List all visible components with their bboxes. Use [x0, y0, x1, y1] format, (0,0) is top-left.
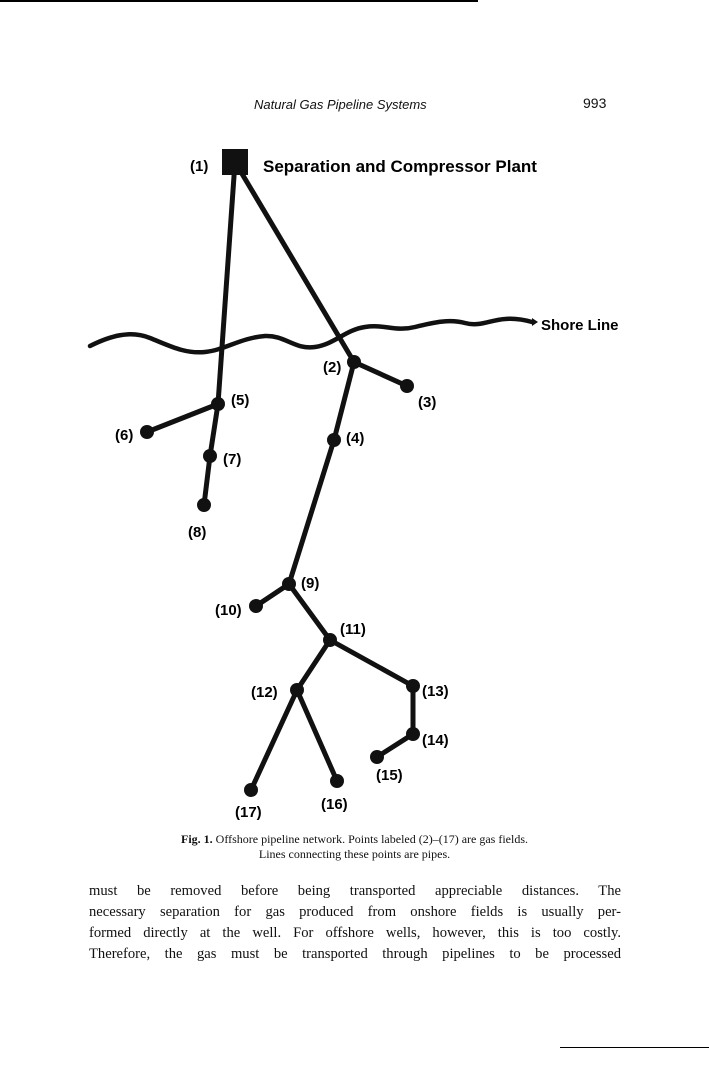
node-label-13: (13) [422, 683, 449, 700]
bottom-rule [560, 1047, 709, 1048]
pipe-n11-n13 [330, 640, 413, 686]
gas-field-node-14 [406, 727, 420, 741]
node-label-2: (2) [323, 359, 342, 376]
body-line-4: Therefore, the gas must be transported through pipelines to be processed [89, 946, 621, 962]
gas-field-node-4 [327, 433, 341, 447]
gas-field-node-13 [406, 679, 420, 693]
pipe-n5-n6 [147, 404, 218, 432]
caption-line-1 [0, 832, 709, 847]
pipe-n2-n3 [354, 362, 407, 386]
caption-label: Fig. 1. [180, 832, 213, 846]
node-label-3: (3) [418, 394, 437, 411]
caption-line-2: Lines connecting these points are pipes. [258, 847, 451, 861]
body-line-2: necessary separation for gas produced from onshore fields is usually per- [89, 904, 621, 920]
gas-field-node-8 [197, 498, 211, 512]
shore-line-arrow [532, 318, 538, 326]
node-label-1: (1) [190, 158, 209, 175]
node-label-17: (17) [235, 804, 262, 821]
pipe-n9-n11 [289, 584, 330, 640]
gas-field-node-15 [370, 750, 384, 764]
gas-field-node-9 [282, 577, 296, 591]
node-label-10: (10) [215, 602, 242, 619]
shore-line [90, 319, 532, 353]
gas-field-node-11 [323, 633, 337, 647]
body-line-1: must be removed before being transported appreciable distances. The [89, 883, 621, 899]
node-label-12: (12) [251, 684, 278, 701]
body-line-3: formed directly at the well. For offshore wells, however, this is too costly. [89, 925, 621, 941]
pipe-n4-n9 [289, 440, 334, 584]
gas-field-node-2 [347, 355, 361, 369]
node-label-14: (14) [422, 732, 449, 749]
figure-caption [0, 832, 709, 862]
gas-field-node-3 [400, 379, 414, 393]
node-label-11: (11) [340, 621, 366, 638]
plant-label: Separation and Compressor Plant [263, 157, 537, 176]
caption-text-1: Offshore pipeline network. Points labeled (2)–(17) are gas fields. [215, 832, 529, 846]
body-text [89, 881, 621, 965]
gas-field-node-10 [249, 599, 263, 613]
pipe-n1-n5 [218, 162, 235, 404]
node-label-8: (8) [188, 524, 207, 541]
gas-field-node-17 [244, 783, 258, 797]
pipe-n11-n12 [297, 640, 330, 690]
pipe-n12-n17 [251, 690, 297, 790]
node-label-16: (16) [321, 796, 348, 813]
compressor-plant [222, 149, 248, 175]
node-label-7: (7) [223, 451, 242, 468]
node-label-15: (15) [376, 767, 403, 784]
pipe-n1-n2 [235, 162, 354, 362]
pipe-n7-n8 [204, 456, 210, 505]
node-label-5: (5) [231, 392, 250, 409]
gas-field-node-5 [211, 397, 225, 411]
node-label-4: (4) [346, 430, 365, 447]
node-label-9: (9) [301, 575, 320, 592]
shore-line-label: Shore Line [541, 317, 619, 334]
running-head: Natural Gas Pipeline Systems [254, 97, 427, 112]
gas-field-node-6 [140, 425, 154, 439]
pipe-n5-n7 [210, 404, 218, 456]
page-number: 993 [583, 95, 607, 111]
gas-field-node-12 [290, 683, 304, 697]
node-label-6: (6) [115, 427, 134, 444]
gas-field-node-7 [203, 449, 217, 463]
pipe-n12-n16 [297, 690, 337, 781]
gas-field-node-16 [330, 774, 344, 788]
